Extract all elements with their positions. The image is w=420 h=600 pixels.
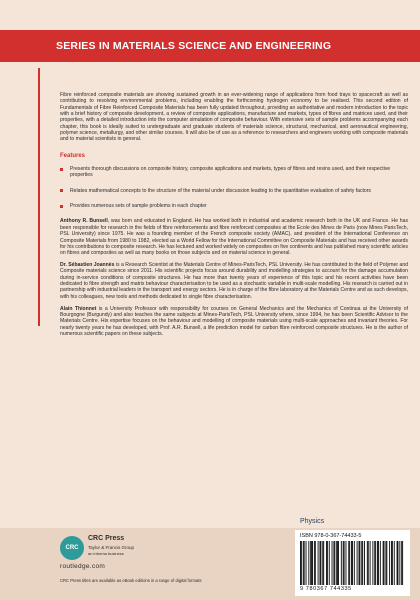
accent-rule — [38, 68, 40, 326]
blurb-paragraph: Fibre reinforced composite materials are showing sustained growth in an ever-widening range of applications from food trays to spacecraft as well as contributing to resolving environmental problems, including enabling the forthcoming hydrogen economy to be realised. This second edition of Fundamentals of Fibre Reinforced Composite Materials has been fully updated throughout, providing an authoritative and modern introduction to the topic with a brief history of composite development, a review of composite applications, manufacture and markets, types of fibres and matrices used, and their properties, with a detailed introduction into the computer simulation of composite behaviour. With extensive sets of sample problems accompanying each chapter, this book is ideally suited to undergraduate and graduate students of materials science, structural, mechanical, and aeronautical engineering, polymer science, metallurgy, and other similar courses. It will also be of use as a reference to researchers and engineers working with composite materials and to material scientists in general. — [60, 92, 408, 143]
barcode-bar — [348, 541, 349, 585]
barcode-bar — [354, 541, 355, 585]
barcode-bar — [346, 541, 347, 585]
barcode-digits: 9 780367 744335 — [300, 586, 352, 592]
barcode-bar — [322, 541, 323, 585]
barcode-bar — [310, 541, 311, 585]
bullet-icon — [60, 205, 63, 208]
barcode-bar — [338, 541, 339, 585]
barcode-bar — [375, 541, 376, 585]
feature-item — [60, 166, 408, 179]
top-band — [0, 0, 420, 30]
publisher-url: routledge.com — [60, 563, 106, 570]
barcode-bar — [374, 541, 375, 585]
barcode-bar — [311, 541, 312, 585]
publisher-group: Taylor & Francis Group — [88, 545, 135, 550]
barcode-bar — [385, 541, 386, 585]
barcode-bar — [357, 541, 358, 585]
barcode-bar — [312, 541, 313, 585]
author-name: Dr. Sébastien Joannès — [60, 262, 115, 269]
barcode-bar — [344, 541, 345, 585]
barcode-bar — [380, 541, 381, 585]
barcode-bar — [326, 541, 327, 585]
barcode-bar — [386, 541, 387, 585]
author-bio-text: , was born and educated in England. He has worked both in industrial and academic research both in the UK and France. He has been responsible for research in the fields of fibre reinforcements and fibre reinforced composites at the Ecole des Mines de Paris (now Mines ParisTech, PSL University) since 1975. He was a founding member of the French composite society (AMAC), and president of the International Conference on Composite Materials from 1980 to 1982, elected as a World Fellow for the International Committee on Composite Materials and has received other awards for his contributions to composite research. He has lectured and worked widely on composites on five continents and has published many scientific articles on fibres and composites as well as many books on those subjects and on material science in general. — [60, 218, 408, 257]
barcode-bar — [349, 541, 350, 585]
features-heading: Features — [60, 152, 86, 159]
barcode-bar — [308, 541, 309, 585]
subject-label: Physics — [300, 518, 325, 525]
barcode-bar — [314, 541, 315, 585]
barcode-bar — [392, 541, 393, 585]
author-name: Anthony R. Bunsell — [60, 218, 108, 225]
barcode-bar — [333, 541, 334, 585]
barcode-bar — [401, 541, 402, 585]
barcode-bar — [384, 541, 385, 585]
barcode-bar — [306, 541, 307, 585]
isbn-label: ISBN 978-0-367-74433-5 — [300, 533, 362, 539]
barcode-bar — [361, 541, 362, 585]
barcode-image — [300, 541, 404, 585]
barcode-bar — [399, 541, 400, 585]
author-bio — [60, 218, 408, 256]
author-bio-text: is a Research Scientist at the Materials Centre of Mines-ParisTech, PSL University. He has contributed to the field of Polymer and Composite materials science since 2011. His scientific projects focus around durability and modelling strategies to account for the damage accumulation during in-service conditions of composite structures. He has more than twenty years of experience of this topic and his recent activities have been dedicated to fibre strength and matrix behaviour characterisation to be used as a stochastic variable in multi-scale modelling. His research is carried out in partnership with industrial leaders in the transport and energy sectors. He is in charge of the fibre laboratory at the Materials Centre and as such develops, with his colleagues, new tools and methods dedicated to single fibre characterisation. — [60, 262, 408, 300]
barcode-bar — [383, 541, 384, 585]
publisher-name: CRC Press — [88, 535, 125, 542]
barcode-bar — [336, 541, 337, 585]
feature-text: Provides numerous sets of sample problems in each chapter — [70, 203, 207, 210]
author-bio — [60, 306, 408, 338]
bullet-icon — [60, 168, 63, 171]
barcode-bar — [327, 541, 328, 585]
ebook-note: CRC Press titles are available as eBook editions in a range of digital formats — [60, 578, 202, 583]
feature-item — [60, 203, 408, 209]
barcode-bar — [367, 541, 368, 585]
barcode-bar — [304, 541, 305, 585]
crc-logo-icon: CRC — [60, 536, 84, 560]
barcode-bar — [323, 541, 324, 585]
barcode-bar — [391, 541, 392, 585]
barcode-bar — [352, 541, 353, 585]
bullet-icon — [60, 189, 63, 192]
author-bio — [60, 262, 408, 300]
barcode-bar — [364, 541, 365, 585]
barcode-bar — [377, 541, 378, 585]
barcode-bar — [370, 541, 371, 585]
author-bio-text: is a University Professor with responsibility for courses on General Mechanics and the Mechanics of Continua at the University of Bourgogne (Burgundy) and also teaches the same subjects at Mines-ParisTech, PSL University where, since 1994, he has been Scientific Advisor to the Materials Centre. His expertise focuses on the behaviour and modelling of composite materials using multi-scale approaches and invariant theories. For nearly twenty years he has developed, with Prof. A.R. Bunsell, a life prediction model for carbon fibre reinforced composite structures. He is the author of numerous scientific papers on these subjects. — [60, 305, 408, 337]
barcode-bar — [320, 541, 321, 585]
series-title: SERIES IN MATERIALS SCIENCE AND ENGINEERING — [56, 40, 332, 52]
barcode-bar — [389, 541, 390, 585]
barcode-bar — [398, 541, 399, 585]
cover-text — [60, 92, 408, 343]
feature-item — [60, 188, 408, 194]
barcode-bar — [318, 541, 319, 585]
barcode-bar — [397, 541, 398, 585]
barcode-bar — [378, 541, 379, 585]
barcode-bar — [300, 541, 301, 585]
barcode-bar — [301, 541, 302, 585]
barcode-bar — [359, 541, 360, 585]
barcode-bar — [394, 541, 395, 585]
barcode-bar — [334, 541, 335, 585]
barcode-bar — [320, 541, 321, 585]
publisher-tagline: an informa business — [88, 551, 124, 556]
barcode-bar — [332, 541, 333, 585]
barcode-bar — [402, 541, 403, 585]
author-name: Alain Thionnet — [60, 305, 97, 312]
feature-text: Presents thorough discussions on composite history, composite applications and markets, types of fibres and resins used, and their respective properties — [70, 166, 391, 179]
barcode-bar — [337, 541, 338, 585]
barcode-bar — [359, 541, 360, 585]
barcode-bar — [372, 541, 373, 585]
barcode-bar — [351, 541, 352, 585]
barcode-bar — [329, 541, 330, 585]
barcode-bar — [343, 541, 344, 585]
barcode-bar — [368, 541, 369, 585]
barcode-bar — [315, 541, 316, 585]
barcode-bar — [341, 541, 342, 585]
feature-text: Relates mathematical concepts to the structure of the material under discussion leading to the quantitative evaluation of safety factors — [70, 187, 371, 194]
barcode-bar — [362, 541, 363, 585]
barcode-bar — [303, 541, 304, 585]
